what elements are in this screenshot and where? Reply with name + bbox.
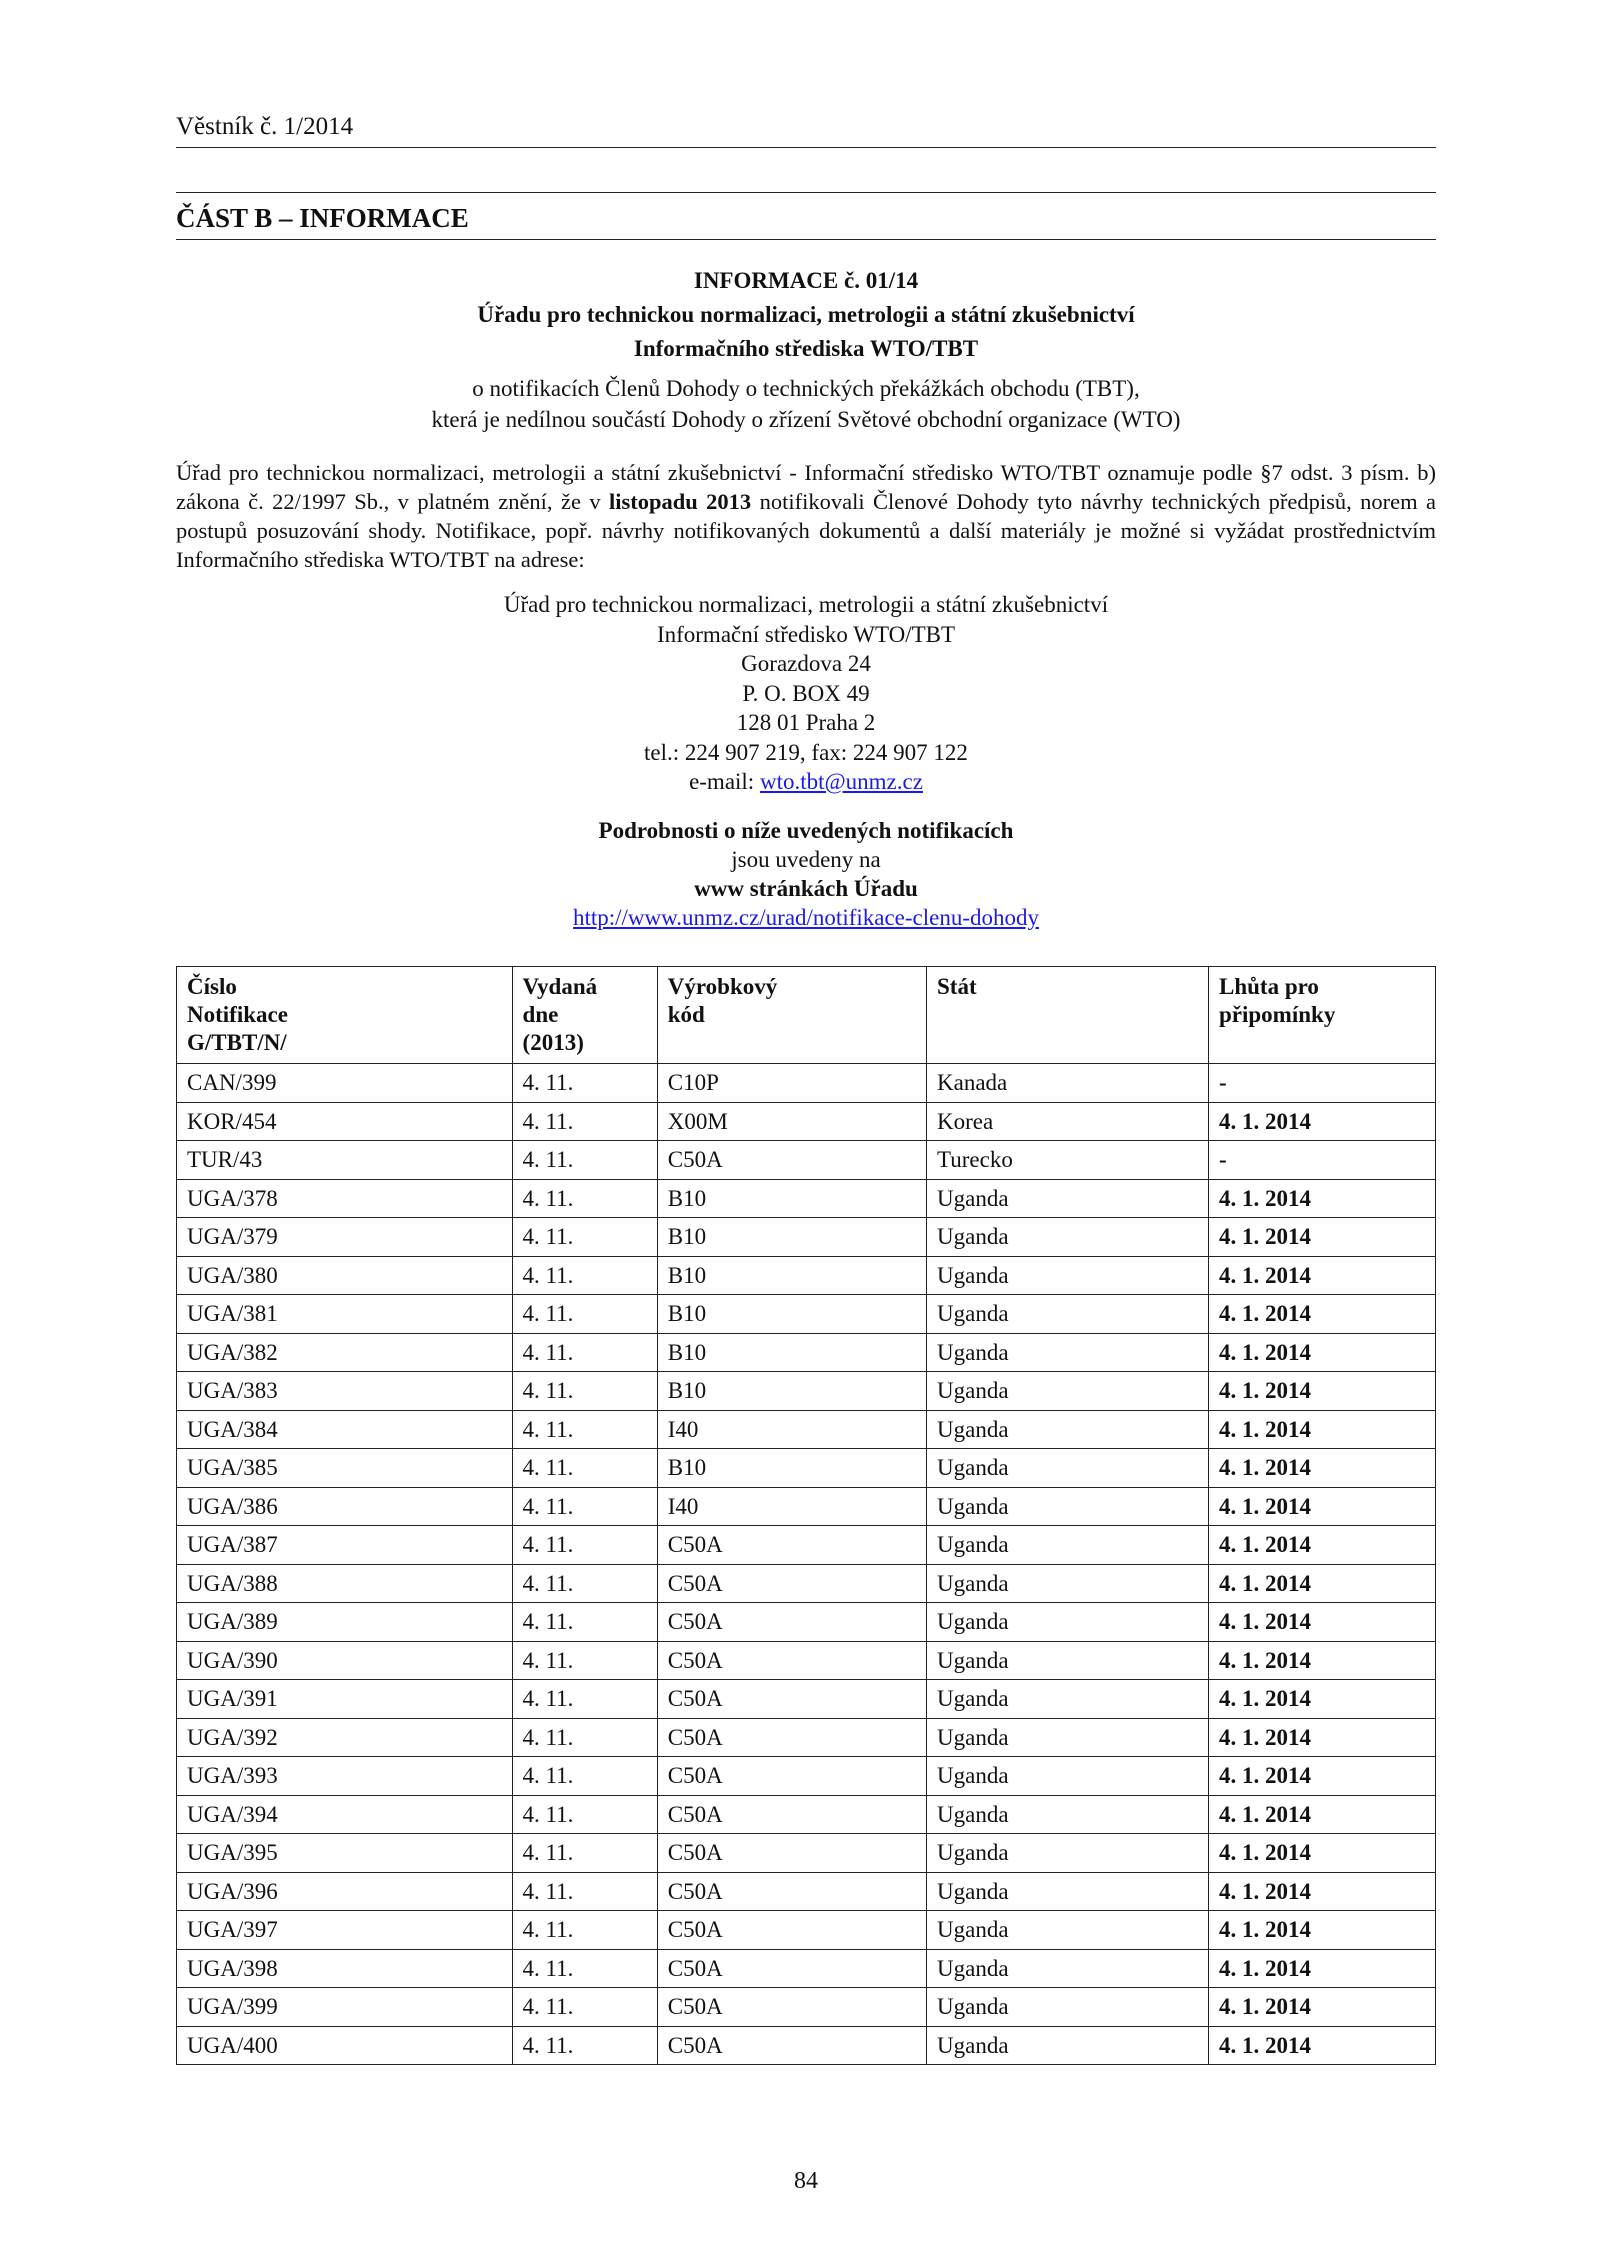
cell-issued-date: 4. 11. — [512, 1949, 657, 1988]
intro-text-2: notifikovali Členové Dohody tyto návrhy technických předpisů, norem a postupů posuzování shody. Notifikace, popř. návrhy notifikovaných dokumentů a další materiály je možné si vyžádat prostřednictvím Informačního střediska WTO/TBT na adrese: — [176, 489, 1437, 572]
title-line-2: Úřadu pro technickou normalizaci, metrologii a státní zkušebnictví — [477, 302, 1135, 327]
table-header-row — [177, 967, 1436, 1064]
table-row — [177, 1872, 1436, 1911]
cell-issued-date: 4. 11. — [512, 1911, 657, 1950]
title-line-3: Informačního střediska WTO/TBT — [633, 336, 979, 361]
cell-comment-deadline: 4. 1. 2014 — [1209, 1718, 1436, 1757]
table-row — [177, 1988, 1436, 2027]
table-row — [177, 1911, 1436, 1950]
details-line-1: Podrobnosti o níže uvedených notifikacích — [598, 818, 1014, 843]
cell-comment-deadline: 4. 1. 2014 — [1209, 1564, 1436, 1603]
table-row — [177, 1564, 1436, 1603]
cell-product-code: C10P — [657, 1064, 926, 1103]
cell-notification-number: UGA/392 — [177, 1718, 513, 1757]
header-issued-date: Vydaná dne (2013) — [512, 967, 657, 1064]
details-line-3: www stránkách Úřadu — [694, 876, 918, 901]
cell-issued-date: 4. 11. — [512, 1641, 657, 1680]
cell-product-code: C50A — [657, 2026, 926, 2065]
cell-comment-deadline: - — [1209, 1064, 1436, 1103]
cell-notification-number: UGA/396 — [177, 1872, 513, 1911]
subtitle-line-2: která je nedílnou součástí Dohody o zřízení Světové obchodní organizace (WTO) — [431, 407, 1181, 432]
cell-issued-date: 4. 11. — [512, 1102, 657, 1141]
cell-state: Uganda — [927, 1988, 1209, 2027]
cell-notification-number: UGA/394 — [177, 1795, 513, 1834]
table-row — [177, 1834, 1436, 1873]
cell-comment-deadline: 4. 1. 2014 — [1209, 1872, 1436, 1911]
cell-notification-number: UGA/389 — [177, 1603, 513, 1642]
cell-notification-number: UGA/381 — [177, 1295, 513, 1334]
cell-issued-date: 4. 11. — [512, 1834, 657, 1873]
cell-state: Korea — [927, 1102, 1209, 1141]
cell-comment-deadline: 4. 1. 2014 — [1209, 1641, 1436, 1680]
cell-notification-number: UGA/383 — [177, 1372, 513, 1411]
table-row — [177, 1526, 1436, 1565]
table-row — [177, 1410, 1436, 1449]
cell-state: Uganda — [927, 1757, 1209, 1796]
cell-product-code: B10 — [657, 1256, 926, 1295]
cell-notification-number: UGA/399 — [177, 1988, 513, 2027]
cell-notification-number: UGA/384 — [177, 1410, 513, 1449]
cell-notification-number: UGA/397 — [177, 1911, 513, 1950]
table-body — [177, 1064, 1436, 2065]
cell-issued-date: 4. 11. — [512, 1526, 657, 1565]
cell-state: Uganda — [927, 1449, 1209, 1488]
header-state: Stát — [927, 967, 1209, 1064]
subtitle-line-1: o notifikacích Členů Dohody o technických překážkách obchodu (TBT), — [472, 376, 1140, 401]
cell-comment-deadline: 4. 1. 2014 — [1209, 1795, 1436, 1834]
email-label: e-mail: — [689, 769, 760, 794]
table-row — [177, 1295, 1436, 1334]
cell-issued-date: 4. 11. — [512, 1603, 657, 1642]
header-rule — [176, 147, 1436, 148]
cell-notification-number: UGA/379 — [177, 1218, 513, 1257]
cell-comment-deadline: 4. 1. 2014 — [1209, 1333, 1436, 1372]
section-rule-top — [176, 192, 1436, 193]
cell-state: Uganda — [927, 1256, 1209, 1295]
page-number: 84 — [794, 2168, 818, 2194]
cell-product-code: B10 — [657, 1179, 926, 1218]
cell-product-code: C50A — [657, 1141, 926, 1180]
cell-comment-deadline: 4. 1. 2014 — [1209, 1988, 1436, 2027]
table-row — [177, 1603, 1436, 1642]
cell-notification-number: UGA/398 — [177, 1949, 513, 1988]
table-row — [177, 1795, 1436, 1834]
cell-issued-date: 4. 11. — [512, 1988, 657, 2027]
cell-notification-number: UGA/387 — [177, 1526, 513, 1565]
notifications-table — [176, 966, 1436, 2065]
cell-product-code: C50A — [657, 1757, 926, 1796]
cell-product-code: I40 — [657, 1487, 926, 1526]
cell-comment-deadline: 4. 1. 2014 — [1209, 1256, 1436, 1295]
address-line-6: tel.: 224 907 219, fax: 224 907 122 — [644, 739, 968, 765]
cell-comment-deadline: 4. 1. 2014 — [1209, 2026, 1436, 2065]
cell-product-code: C50A — [657, 1603, 926, 1642]
table-row — [177, 1372, 1436, 1411]
cell-issued-date: 4. 11. — [512, 1795, 657, 1834]
cell-issued-date: 4. 11. — [512, 2026, 657, 2065]
cell-issued-date: 4. 11. — [512, 1757, 657, 1796]
cell-comment-deadline: 4. 1. 2014 — [1209, 1526, 1436, 1565]
title-line-1: INFORMACE č. 01/14 — [693, 268, 919, 293]
table-row — [177, 1487, 1436, 1526]
cell-notification-number: UGA/393 — [177, 1757, 513, 1796]
cell-product-code: C50A — [657, 1988, 926, 2027]
cell-comment-deadline: 4. 1. 2014 — [1209, 1757, 1436, 1796]
cell-issued-date: 4. 11. — [512, 1295, 657, 1334]
cell-product-code: B10 — [657, 1218, 926, 1257]
section-heading: ČÁST B – INFORMACE — [176, 203, 469, 233]
document-title — [176, 264, 1436, 366]
details-line-2: jsou uvedeny na — [731, 847, 881, 872]
table-row — [177, 1949, 1436, 1988]
cell-state: Uganda — [927, 1603, 1209, 1642]
cell-issued-date: 4. 11. — [512, 1680, 657, 1719]
address-line-1: Úřad pro technickou normalizaci, metrologii a státní zkušebnictví — [503, 592, 1109, 617]
section-rule-bottom — [176, 239, 1436, 240]
cell-state: Uganda — [927, 1680, 1209, 1719]
table-row — [177, 1256, 1436, 1295]
intro-paragraph — [176, 458, 1436, 574]
cell-product-code: C50A — [657, 1564, 926, 1603]
cell-state: Uganda — [927, 1872, 1209, 1911]
cell-state: Uganda — [927, 1179, 1209, 1218]
cell-comment-deadline: 4. 1. 2014 — [1209, 1102, 1436, 1141]
cell-state: Uganda — [927, 1834, 1209, 1873]
cell-product-code: C50A — [657, 1872, 926, 1911]
cell-comment-deadline: 4. 1. 2014 — [1209, 1949, 1436, 1988]
cell-issued-date: 4. 11. — [512, 1218, 657, 1257]
table-row — [177, 1102, 1436, 1141]
running-header: Věstník č. 1/2014 — [176, 113, 354, 140]
cell-notification-number: UGA/380 — [177, 1256, 513, 1295]
cell-notification-number: TUR/43 — [177, 1141, 513, 1180]
table-row — [177, 1718, 1436, 1757]
details-block — [176, 816, 1436, 932]
address-line-3: Gorazdova 24 — [741, 651, 871, 676]
cell-product-code: B10 — [657, 1449, 926, 1488]
cell-comment-deadline: 4. 1. 2014 — [1209, 1218, 1436, 1257]
email-link[interactable]: wto.tbt@unmz.cz — [759, 769, 923, 794]
cell-state: Uganda — [927, 1333, 1209, 1372]
cell-comment-deadline: 4. 1. 2014 — [1209, 1911, 1436, 1950]
table-row — [177, 1218, 1436, 1257]
cell-notification-number: UGA/378 — [177, 1179, 513, 1218]
cell-product-code: C50A — [657, 1911, 926, 1950]
cell-notification-number: UGA/400 — [177, 2026, 513, 2065]
cell-notification-number: UGA/385 — [177, 1449, 513, 1488]
cell-notification-number: UGA/391 — [177, 1680, 513, 1719]
cell-comment-deadline: 4. 1. 2014 — [1209, 1487, 1436, 1526]
cell-state: Uganda — [927, 1641, 1209, 1680]
cell-issued-date: 4. 11. — [512, 1179, 657, 1218]
cell-comment-deadline: 4. 1. 2014 — [1209, 1372, 1436, 1411]
cell-state: Kanada — [927, 1064, 1209, 1103]
email-line — [176, 767, 1436, 797]
cell-notification-number: UGA/386 — [177, 1487, 513, 1526]
cell-state: Uganda — [927, 1718, 1209, 1757]
cell-notification-number: UGA/388 — [177, 1564, 513, 1603]
cell-state: Uganda — [927, 1911, 1209, 1950]
cell-state: Uganda — [927, 1795, 1209, 1834]
cell-issued-date: 4. 11. — [512, 1718, 657, 1757]
cell-issued-date: 4. 11. — [512, 1872, 657, 1911]
intro-text-1: Úřad pro technickou normalizaci, metrologii a státní zkušebnictví - Informační středisko WTO/TBT oznamuje podle §7 odst. 3 písm. b) zákona č. 22/1997 Sb., v platném znění, že v — [176, 460, 1436, 514]
table-row — [177, 2026, 1436, 2065]
cell-issued-date: 4. 11. — [512, 1141, 657, 1180]
cell-comment-deadline: 4. 1. 2014 — [1209, 1295, 1436, 1334]
cell-notification-number: UGA/390 — [177, 1641, 513, 1680]
details-url-link[interactable]: http://www.unmz.cz/urad/notifikace-clenu-dohody — [572, 905, 1040, 930]
cell-state: Uganda — [927, 1487, 1209, 1526]
header-product-code: Výrobkový kód — [657, 967, 926, 1064]
cell-product-code: C50A — [657, 1834, 926, 1873]
cell-notification-number: CAN/399 — [177, 1064, 513, 1103]
header-comment-deadline: Lhůta pro připomínky — [1209, 967, 1436, 1064]
cell-issued-date: 4. 11. — [512, 1372, 657, 1411]
address-block — [176, 590, 1436, 797]
table-row — [177, 1449, 1436, 1488]
table-row — [177, 1179, 1436, 1218]
table-row — [177, 1333, 1436, 1372]
cell-state: Uganda — [927, 1218, 1209, 1257]
cell-issued-date: 4. 11. — [512, 1256, 657, 1295]
cell-issued-date: 4. 11. — [512, 1064, 657, 1103]
table-row — [177, 1641, 1436, 1680]
cell-issued-date: 4. 11. — [512, 1564, 657, 1603]
cell-comment-deadline: 4. 1. 2014 — [1209, 1834, 1436, 1873]
cell-product-code: C50A — [657, 1795, 926, 1834]
table-row — [177, 1680, 1436, 1719]
intro-bold-month: listopadu 2013 — [608, 489, 752, 514]
cell-state: Uganda — [927, 1564, 1209, 1603]
cell-comment-deadline: 4. 1. 2014 — [1209, 1449, 1436, 1488]
document-subtitle — [176, 373, 1436, 435]
cell-product-code: C50A — [657, 1680, 926, 1719]
cell-state: Uganda — [927, 1410, 1209, 1449]
cell-comment-deadline: 4. 1. 2014 — [1209, 1603, 1436, 1642]
table-row — [177, 1064, 1436, 1103]
cell-issued-date: 4. 11. — [512, 1449, 657, 1488]
cell-issued-date: 4. 11. — [512, 1410, 657, 1449]
cell-product-code: C50A — [657, 1949, 926, 1988]
cell-state: Uganda — [927, 1372, 1209, 1411]
cell-product-code: B10 — [657, 1372, 926, 1411]
cell-product-code: C50A — [657, 1718, 926, 1757]
cell-product-code: X00M — [657, 1102, 926, 1141]
cell-notification-number: UGA/395 — [177, 1834, 513, 1873]
cell-notification-number: UGA/382 — [177, 1333, 513, 1372]
cell-product-code: C50A — [657, 1641, 926, 1680]
cell-product-code: I40 — [657, 1410, 926, 1449]
cell-state: Turecko — [927, 1141, 1209, 1180]
cell-issued-date: 4. 11. — [512, 1487, 657, 1526]
table-row — [177, 1141, 1436, 1180]
cell-state: Uganda — [927, 1949, 1209, 1988]
cell-state: Uganda — [927, 1295, 1209, 1334]
address-line-2: Informační středisko WTO/TBT — [656, 621, 956, 647]
cell-comment-deadline: 4. 1. 2014 — [1209, 1410, 1436, 1449]
cell-comment-deadline: 4. 1. 2014 — [1209, 1179, 1436, 1218]
cell-state: Uganda — [927, 1526, 1209, 1565]
address-line-5: 128 01 Praha 2 — [736, 710, 876, 735]
cell-product-code: B10 — [657, 1333, 926, 1372]
address-line-4: P. O. BOX 49 — [742, 680, 870, 706]
cell-state: Uganda — [927, 2026, 1209, 2065]
cell-notification-number: KOR/454 — [177, 1102, 513, 1141]
table-row — [177, 1757, 1436, 1796]
header-notification-number: Číslo Notifikace G/TBT/N/ — [177, 967, 513, 1064]
cell-comment-deadline: 4. 1. 2014 — [1209, 1680, 1436, 1719]
cell-issued-date: 4. 11. — [512, 1333, 657, 1372]
cell-comment-deadline: - — [1209, 1141, 1436, 1180]
cell-product-code: B10 — [657, 1295, 926, 1334]
cell-product-code: C50A — [657, 1526, 926, 1565]
